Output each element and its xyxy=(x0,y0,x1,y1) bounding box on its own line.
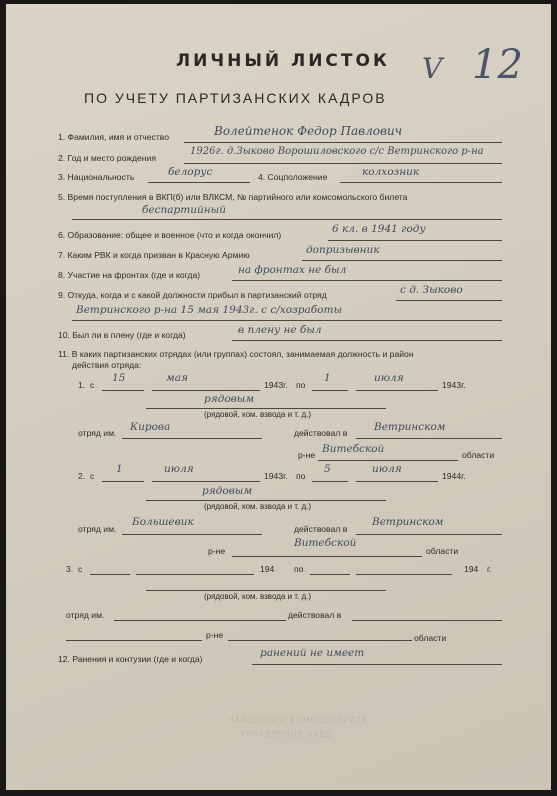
field-4-underline xyxy=(340,182,502,183)
entry-2-to-year: 1944г. xyxy=(442,471,466,481)
faint-stamp-line1: НАРОДНОГО КОМИССАРИАТА xyxy=(228,716,368,725)
entry-2-otryad-name: Большевик xyxy=(132,516,194,528)
field-3-underline xyxy=(148,182,250,183)
field-5-underline xyxy=(72,219,502,220)
corner-number: 12 xyxy=(472,42,523,88)
field-9-underline-1 xyxy=(396,300,502,301)
corner-check-mark: V xyxy=(422,52,443,85)
field-12-label: 12. Ранения и контузии (где и когда) xyxy=(58,654,203,664)
entry-3-oblasti: области xyxy=(414,633,447,643)
entry-3-g: г. xyxy=(487,564,492,574)
entry-1-to-month-line xyxy=(356,390,438,391)
entry-2-deystvoval: действовал в xyxy=(294,524,348,534)
field-7-value: допризывник xyxy=(306,244,380,256)
entry-2-otryad-line xyxy=(122,534,262,535)
field-10-underline xyxy=(232,340,502,341)
field-7-underline xyxy=(302,260,502,261)
entry-3-otryad-line xyxy=(114,620,286,621)
field-6-underline xyxy=(328,240,502,241)
field-9-value-line2: Ветринского р-на 15 мая 1943г. с с/хозработы xyxy=(76,304,342,316)
entry-2-number: 2. xyxy=(78,471,86,481)
entry-3-oblast-line xyxy=(228,640,412,641)
entry-2-district-line xyxy=(356,534,502,535)
entry-3-rne: р-не xyxy=(206,630,224,640)
entry-2-from-prefix: с xyxy=(90,471,95,481)
entry-2-from-year: 1943г. xyxy=(264,471,288,481)
field-9-label: 9. Откуда, когда и с какой должности прибыл в партизанский отряд xyxy=(58,290,327,300)
field-3-value: белорус xyxy=(168,166,213,178)
entry-2-to-month: июля xyxy=(372,463,402,475)
entry-1-from-day-line xyxy=(102,390,144,391)
entry-2-rank-hint: (рядовой, ком. взвода и т. д.) xyxy=(204,502,312,511)
entry-3-number: 3. xyxy=(66,564,74,574)
entry-2-oblast-line xyxy=(232,556,422,557)
entry-1-from-prefix: с xyxy=(90,380,95,390)
entry-3-to-day-line xyxy=(310,574,350,575)
entry-2-from-day-line xyxy=(102,481,144,482)
entry-2-from-month: июля xyxy=(164,463,194,475)
entry-1-deystvoval: действовал в xyxy=(294,428,348,438)
entry-1-district-line xyxy=(356,438,502,439)
field-12-value: ранений не имеет xyxy=(260,647,365,659)
document-subtitle: ПО УЧЕТУ ПАРТИЗАНСКИХ КАДРОВ xyxy=(84,90,387,106)
entry-1-oblasti: области xyxy=(462,450,495,460)
entry-2-to-month-line xyxy=(356,481,438,482)
entry-1-from-year: 1943г. xyxy=(264,380,288,390)
field-12-underline xyxy=(252,664,502,665)
field-2-underline xyxy=(184,163,502,164)
field-9-underline-2 xyxy=(72,320,502,321)
entry-1-from-month-line xyxy=(152,390,260,391)
entry-2-district: Ветринском xyxy=(372,516,444,528)
entry-2-rank: рядовым xyxy=(202,485,253,497)
entry-1-oblast-line xyxy=(318,460,458,461)
document-title: ЛИЧНЫЙ ЛИСТОК xyxy=(176,51,390,71)
field-6-label: 6. Образование: общее и военное (что и когда окончил) xyxy=(58,230,282,240)
entry-3-rank-line xyxy=(146,590,386,591)
entry-2-to-day-line xyxy=(312,481,348,482)
field-3-label: 3. Национальность xyxy=(58,172,135,182)
entry-3-district-line xyxy=(352,620,502,621)
entry-1-oblast: Витебской xyxy=(322,443,385,455)
entry-2-to-day: 5 xyxy=(324,463,331,475)
entry-3-from-prefix: с xyxy=(78,564,83,574)
field-6-value: 6 кл. в 1941 году xyxy=(332,223,426,235)
entry-2-po: по xyxy=(296,471,306,481)
faint-stamp-line2: УПРАВЛЕНИЕ НКВД xyxy=(240,730,332,739)
entry-2-otryad-label: отряд им. xyxy=(78,524,117,534)
field-11-label-line1: 11. В каких партизанских отрядах (или группах) состоял, занимаемая должность и район xyxy=(58,349,414,359)
entry-3-to-month-line xyxy=(356,574,452,575)
entry-2-rne: р-не xyxy=(208,546,226,556)
entry-1-rank-line xyxy=(146,408,386,409)
field-11-label-line2: действия отряда: xyxy=(72,360,142,370)
document-page xyxy=(6,4,551,790)
entry-3-otryad-label: отряд им. xyxy=(66,610,105,620)
entry-3-to-year: 194 xyxy=(464,564,479,574)
entry-1-from-month: мая xyxy=(166,372,188,384)
entry-1-rank-hint: (рядовой, ком. взвода и т. д.) xyxy=(204,410,312,419)
field-2-value: 1926г. д.Зыково Ворошиловского с/с Ветринского р-на xyxy=(190,146,484,157)
field-9-value-line1: с д. Зыково xyxy=(400,284,463,296)
entry-2-from-month-line xyxy=(152,481,260,482)
entry-2-oblasti: области xyxy=(426,546,459,556)
field-7-label: 7. Каким РВК и когда призван в Красную Армию xyxy=(58,250,250,260)
field-1-value: Волейтенок Федор Павлович xyxy=(214,124,403,138)
entry-3-from-month-line xyxy=(136,574,254,575)
entry-3-po: по xyxy=(294,564,304,574)
field-4-label: 4. Соцположение xyxy=(258,172,328,182)
entry-3-extra-line xyxy=(66,640,202,641)
field-5-value: беспартийный xyxy=(142,204,226,216)
field-5-label: 5. Время поступления в ВКП(б) или ВЛКСМ, № партийного или комсомольского билета xyxy=(58,192,408,202)
field-10-label: 10. Был ли в плену (где и когда) xyxy=(58,330,186,340)
entry-1-rank: рядовым xyxy=(204,393,255,405)
entry-1-to-month: июля xyxy=(374,372,404,384)
entry-2-from-day: 1 xyxy=(116,463,123,475)
entry-1-district: Ветринском xyxy=(374,421,446,433)
field-10-value: в плену не был xyxy=(238,324,322,336)
entry-3-from-year: 194 xyxy=(260,564,275,574)
entry-3-rank-hint: (рядовой, ком. взвода и т. д.) xyxy=(204,592,312,601)
entry-1-to-day-line xyxy=(312,390,348,391)
entry-1-otryad-name: Кирова xyxy=(130,421,171,433)
entry-1-po: по xyxy=(296,380,306,390)
field-4-value: колхозник xyxy=(362,166,420,178)
entry-1-from-day: 15 xyxy=(112,372,126,384)
entry-1-otryad-line xyxy=(122,438,262,439)
entry-1-to-day: 1 xyxy=(324,372,331,384)
field-8-label: 8. Участие на фронтах (где и когда) xyxy=(58,270,201,280)
entry-1-number: 1. xyxy=(78,380,86,390)
entry-1-otryad-label: отряд им. xyxy=(78,428,117,438)
entry-1-rne: р-не xyxy=(298,450,316,460)
entry-3-from-day-line xyxy=(90,574,130,575)
field-8-value: на фронтах не был xyxy=(238,264,347,276)
field-8-underline xyxy=(232,280,502,281)
field-1-label: 1. Фамилия, имя и отчество xyxy=(58,132,170,142)
entry-2-rank-line xyxy=(146,500,386,501)
entry-3-deystvoval: действовал в xyxy=(288,610,342,620)
field-1-underline xyxy=(184,142,502,143)
field-2-label: 2. Год и место рождения xyxy=(58,153,157,163)
entry-2-oblast: Витебской xyxy=(294,537,357,549)
entry-1-to-year: 1943г. xyxy=(442,380,466,390)
